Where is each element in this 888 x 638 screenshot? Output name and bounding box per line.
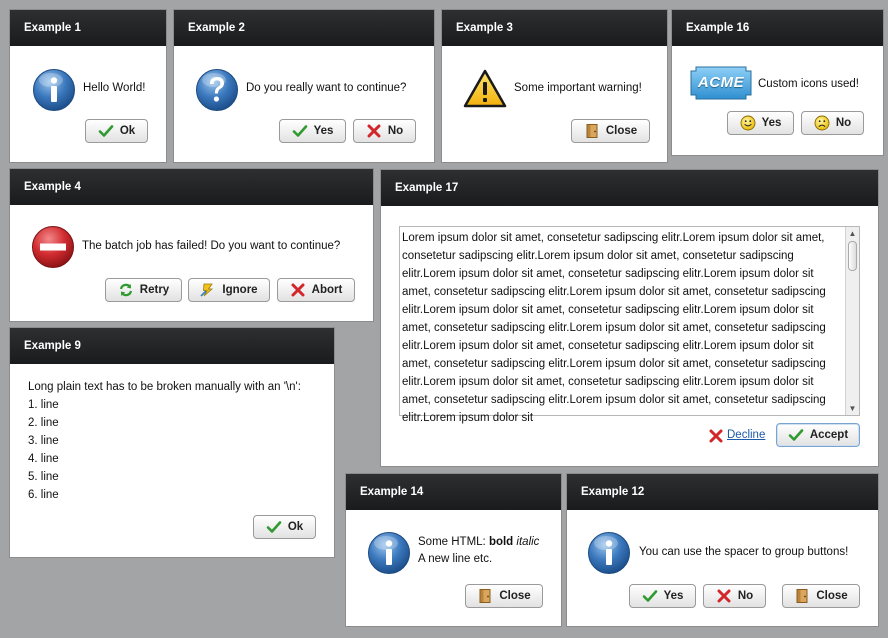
window-title: Example 14 (346, 474, 561, 510)
yes-button[interactable] (279, 119, 346, 143)
html-prefix: Some HTML: (418, 536, 489, 548)
example-16-window (672, 10, 883, 155)
button-label: Ok (287, 521, 304, 533)
example-12-window (567, 474, 878, 626)
scroll-up-arrow-icon[interactable]: ▲ (848, 229, 857, 238)
button-label: Close (499, 590, 531, 602)
retry-button[interactable] (105, 278, 182, 302)
no-button[interactable] (801, 111, 864, 135)
acme-logo-text: ACME (697, 74, 745, 91)
smile-icon (740, 115, 756, 131)
lorem-text: Lorem ipsum dolor sit amet, consetetur sadipscing elitr.Lorem ipsum dolor sit amet, consetetur sadipscing elitr.Lorem ipsum dolor sit amet, consetetur sadipscing elitr.Lorem ipsum dolor sit amet, consetetur sadipscing elitr.Lorem ipsum dolor sit amet, consetetur sadipscing elitr.Lorem ipsum dolor sit amet, consetetur sadipscing elitr.Lorem ipsum dolor sit amet, consetetur sadipscing elitr.Lorem ipsum dolor sit amet, consetetur sadipscing elitr.Lorem ipsum dolor sit amet, consetetur sadipscing elitr.Lorem ipsum dolor sit amet, consetetur sadipscing elitr.Lorem ipsum dolor sit amet, consetetur sadipscing elitr.Lorem ipsum dolor sit amet, consetetur sadipscing elitr.Lorem ipsum dolor sit amet, consetetur sadipscing elitr.Lorem ipsum dolor sit amet, consetetur sadipscing elitr.Lorem ipsum dolor sit amet, consetetur sadipscing elitr.Lorem ipsum dolor sit (402, 232, 826, 424)
scrollable-text-area[interactable] (399, 226, 860, 424)
info-icon (367, 531, 411, 575)
example-3-window (442, 10, 667, 162)
scroll-down-arrow-icon[interactable]: ▼ (848, 404, 857, 413)
question-icon (195, 68, 239, 112)
stop-icon (31, 225, 75, 269)
decline-link[interactable]: Decline (727, 429, 766, 441)
acme-logo (690, 66, 752, 100)
button-label: Yes (663, 590, 684, 602)
retry-icon (118, 282, 134, 298)
checkmark-icon (266, 519, 282, 535)
button-label: No (387, 125, 404, 137)
door-icon (477, 588, 493, 604)
warning-icon (463, 69, 507, 109)
window-title: Example 16 (672, 10, 883, 46)
dialog-message: Hello World! (83, 82, 146, 94)
text-line: 1. line (28, 399, 59, 411)
example-4-window (10, 169, 373, 321)
no-button[interactable] (703, 584, 766, 608)
frown-icon (814, 115, 830, 131)
no-button[interactable] (353, 119, 416, 143)
intro-line: Long plain text has to be broken manually with an '\n': (28, 381, 301, 393)
example-2-window (174, 10, 434, 162)
example-1-window (10, 10, 166, 162)
cross-icon (708, 428, 724, 444)
button-label: Retry (139, 284, 170, 296)
window-title: Example 17 (381, 170, 878, 206)
ok-button[interactable] (85, 119, 148, 143)
ignore-button[interactable] (188, 278, 270, 302)
info-icon (587, 531, 631, 575)
window-title: Example 2 (174, 10, 434, 46)
button-label: Accept (809, 429, 849, 441)
close-button[interactable] (465, 584, 543, 608)
checkmark-icon (788, 427, 804, 443)
checkmark-icon (292, 123, 308, 139)
abort-button[interactable] (277, 278, 355, 302)
text-line: 2. line (28, 417, 59, 429)
button-label: Close (605, 125, 638, 137)
cross-icon (366, 123, 382, 139)
text-line: 5. line (28, 471, 59, 483)
button-label: Close (816, 590, 848, 602)
checkmark-icon (642, 588, 658, 604)
vertical-scrollbar[interactable] (845, 227, 859, 415)
example-14-window (346, 474, 561, 626)
example-17-window (381, 170, 878, 466)
dialog-message: The batch job has failed! Do you want to continue? (82, 240, 341, 252)
close-button[interactable] (782, 584, 860, 608)
window-title: Example 3 (442, 10, 667, 46)
info-icon (32, 68, 76, 112)
dialog-message: Some important warning! (514, 82, 642, 94)
window-title: Example 1 (10, 10, 166, 46)
text-line: 3. line (28, 435, 59, 447)
second-line: A new line etc. (418, 553, 493, 565)
button-label: No (737, 590, 754, 602)
dialog-message: Do you really want to continue? (246, 82, 407, 94)
ignore-icon (200, 282, 216, 298)
door-icon (584, 123, 600, 139)
ok-button[interactable] (253, 515, 316, 539)
button-label: Abort (311, 284, 343, 296)
yes-button[interactable] (727, 111, 794, 135)
button-label: No (835, 117, 852, 129)
cross-icon (716, 588, 732, 604)
dialog-message: Custom icons used! (758, 78, 859, 90)
long-text-block (28, 378, 301, 504)
accept-button[interactable] (776, 423, 860, 447)
button-label: Ok (119, 125, 136, 137)
window-title: Example 4 (10, 169, 373, 205)
dialog-message: You can use the spacer to group buttons! (639, 546, 849, 558)
door-icon (794, 588, 810, 604)
window-title: Example 12 (567, 474, 878, 510)
dialog-message (418, 534, 539, 568)
button-label: Yes (313, 125, 334, 137)
text-line: 6. line (28, 489, 59, 501)
example-9-window (10, 328, 334, 557)
italic-text: italic (516, 536, 540, 548)
bold-text: bold (488, 536, 514, 548)
text-line: 4. line (28, 453, 59, 465)
checkmark-icon (98, 123, 114, 139)
button-label: Yes (761, 117, 782, 129)
window-title: Example 9 (10, 328, 334, 364)
button-label: Ignore (222, 284, 258, 296)
cross-icon (290, 282, 306, 298)
close-button[interactable] (571, 119, 650, 143)
scroll-thumb[interactable] (848, 241, 857, 271)
yes-button[interactable] (629, 584, 696, 608)
